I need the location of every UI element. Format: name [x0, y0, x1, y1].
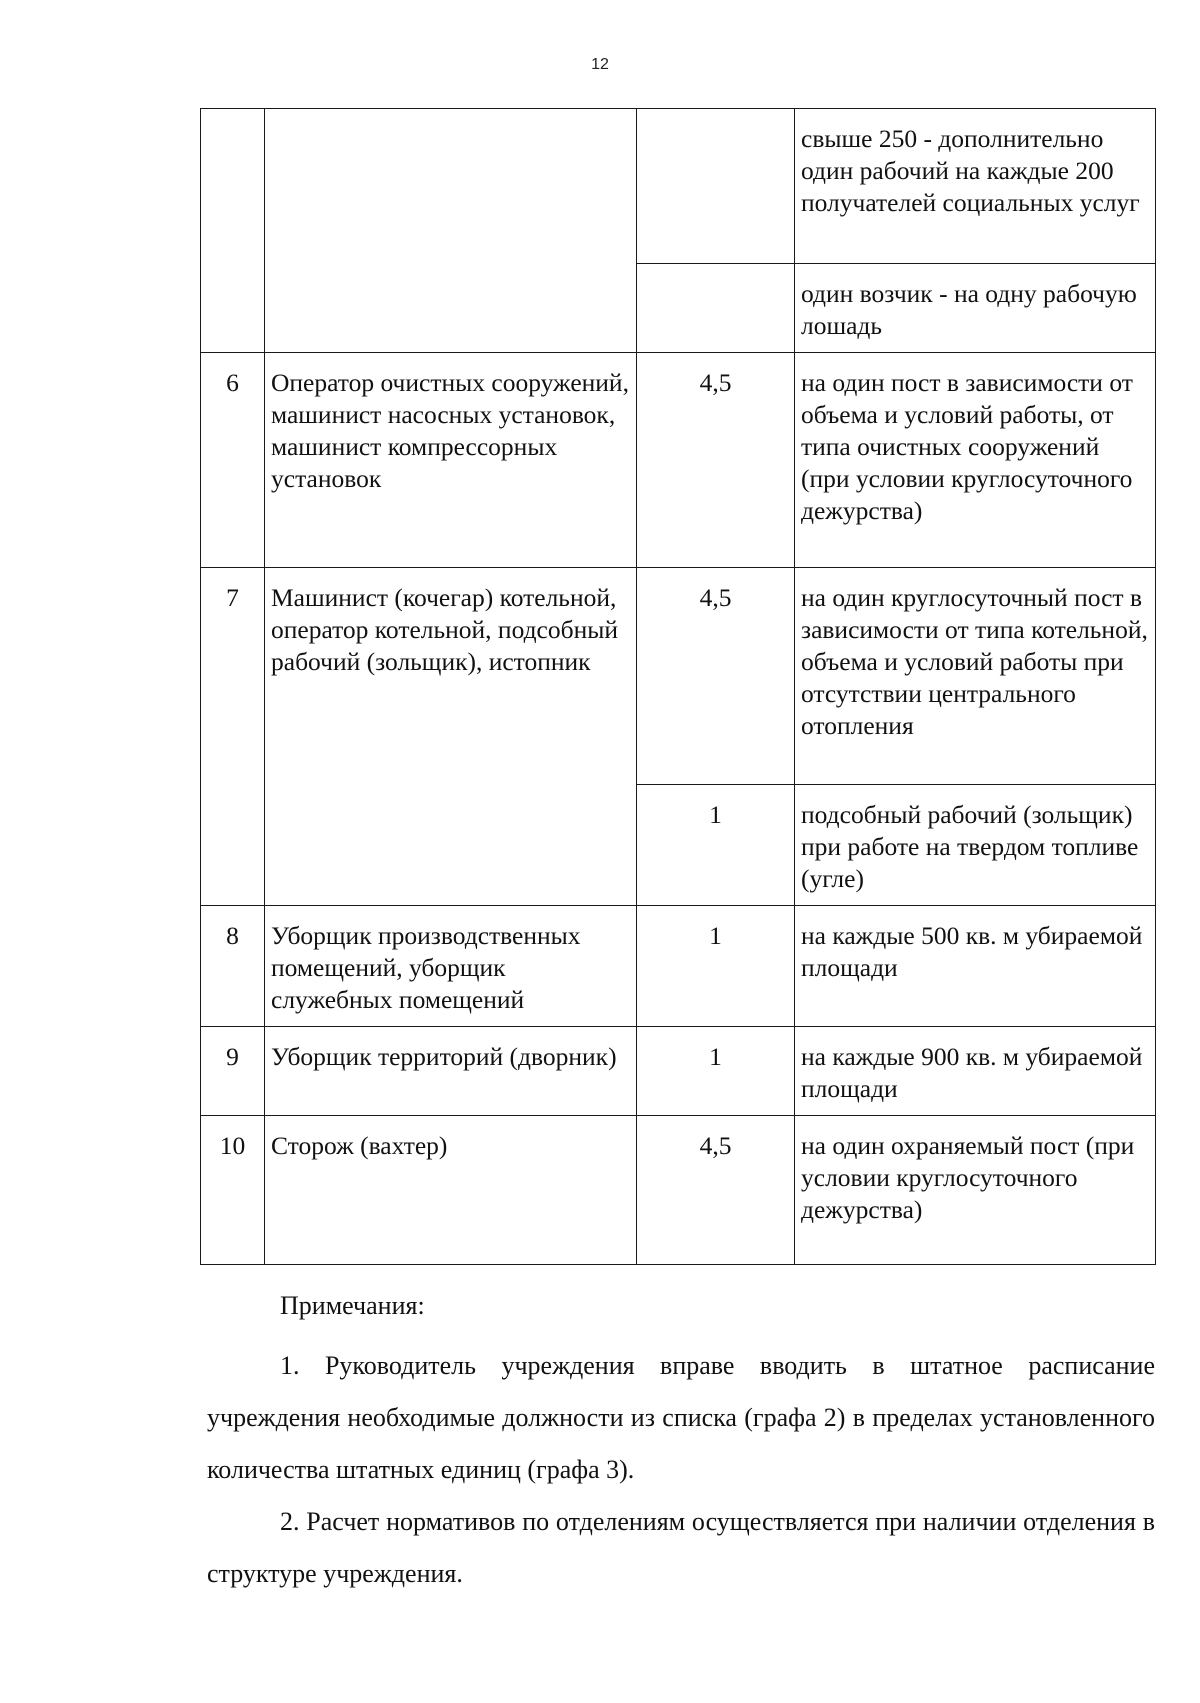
- norm-cell: на один круглосуточный пост в зависимости от типа котельной, объема и условий работы при отсутствии центрального отопления: [795, 568, 1156, 785]
- row-number-cell: 9: [201, 1027, 265, 1116]
- norm-cell: на один пост в зависимости от объема и условий работы, от типа очистных сооружений (при условии круглосуточного дежурства): [795, 353, 1156, 568]
- norm-cell: на каждые 900 кв. м убираемой площади: [795, 1027, 1156, 1116]
- row-number-cell: 6: [201, 353, 265, 568]
- staff-units-cell: 4,5: [637, 353, 795, 568]
- table-row: [201, 353, 1156, 568]
- row-number-cell: 8: [201, 906, 265, 1027]
- row-number-cell: 10: [201, 1116, 265, 1265]
- table-row: [201, 906, 1156, 1027]
- staff-units-cell: 1: [637, 1027, 795, 1116]
- position-cell: Уборщик территорий (дворник): [265, 1027, 637, 1116]
- staff-units-cell: [637, 109, 795, 264]
- staff-units-cell: 4,5: [637, 568, 795, 785]
- table-row: [201, 1027, 1156, 1116]
- staff-units-cell: 4,5: [637, 1116, 795, 1265]
- notes-title: Примечания:: [280, 1291, 425, 1320]
- table-row: [201, 1116, 1156, 1265]
- notes-section: [207, 1280, 1155, 1600]
- row-number-cell: [201, 109, 265, 353]
- staff-units-cell: 1: [637, 785, 795, 906]
- norm-cell: на один охраняемый пост (при условии круглосуточного дежурства): [795, 1116, 1156, 1265]
- page-number: 12: [591, 56, 609, 73]
- note-item: 2. Расчет нормативов по отделениям осуществляется при наличии отделения в структуре учреждения.: [207, 1507, 1155, 1588]
- staffing-norms-table: [200, 108, 1156, 1265]
- position-cell: Уборщик производственных помещений, уборщик служебных помещений: [265, 906, 637, 1027]
- row-number-cell: 7: [201, 568, 265, 906]
- table-row: [201, 568, 1156, 785]
- norm-cell: на каждые 500 кв. м убираемой площади: [795, 906, 1156, 1027]
- position-cell: Машинист (кочегар) котельной, оператор котельной, подсобный рабочий (зольщик), истопник: [265, 568, 637, 906]
- norm-cell: свыше 250 - дополнительно один рабочий на каждые 200 получателей социальных услуг: [795, 109, 1156, 264]
- norm-cell: один возчик - на одну рабочую лошадь: [795, 264, 1156, 353]
- staff-units-cell: 1: [637, 906, 795, 1027]
- position-cell: Сторож (вахтер): [265, 1116, 637, 1265]
- norm-cell: подсобный рабочий (зольщик) при работе на твердом топливе (угле): [795, 785, 1156, 906]
- staff-units-cell: [637, 264, 795, 353]
- note-item: 1. Руководитель учреждения вправе вводить в штатное расписание учреждения необходимые должности из списка (графа 2) в пределах установленного количества штатных единиц (графа 3).: [207, 1351, 1155, 1484]
- position-cell: Оператор очистных сооружений, машинист насосных установок, машинист компрессорных установок: [265, 353, 637, 568]
- position-cell: [265, 109, 637, 353]
- table-row: [201, 109, 1156, 264]
